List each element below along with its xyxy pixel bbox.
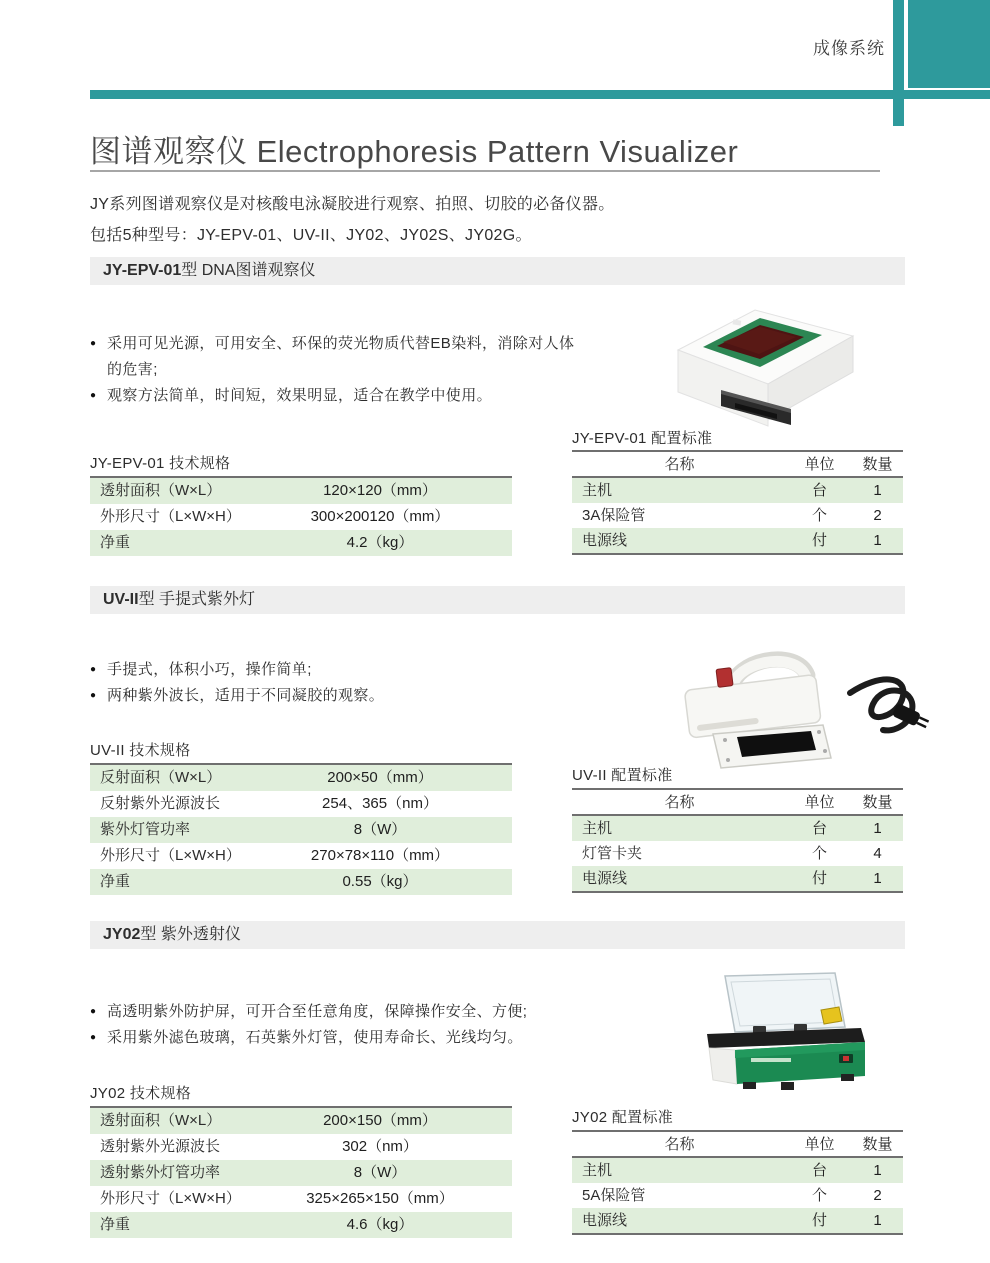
spec-row xyxy=(90,869,512,895)
feature-text: 两种紫外波长，适用于不同凝胶的观察。 xyxy=(107,687,385,704)
spec-table-uv-ii xyxy=(90,763,512,895)
config-table-jy02 xyxy=(572,1130,903,1235)
config-table-title: JY02 配置标准 xyxy=(572,1109,674,1126)
feature-item xyxy=(90,657,582,683)
teal-divider-bar xyxy=(90,90,990,99)
spec-label: 反射面积（W×L） xyxy=(100,769,222,786)
config-item-qty: 1 xyxy=(873,820,882,837)
model-subtitle: 型 手提式紫外灯 xyxy=(138,591,256,608)
spec-label: 净重 xyxy=(100,873,131,890)
spec-label: 反射紫外光源波长 xyxy=(100,795,221,812)
config-row xyxy=(572,1208,903,1233)
spec-row xyxy=(90,765,512,791)
spec-value: 200×50（mm） xyxy=(327,769,433,786)
config-header-name: 名称 xyxy=(664,794,695,811)
bullet-icon: ● xyxy=(90,1032,97,1043)
feature-item xyxy=(90,999,582,1025)
spec-value: 300×200120（mm） xyxy=(310,508,450,525)
intro-line-2: 包括5种型号：JY-EPV-01、UV-II、JY02、JY02S、JY02G。 xyxy=(90,227,532,244)
spec-table-jy02 xyxy=(90,1106,512,1238)
spec-row xyxy=(90,1160,512,1186)
config-item-name: 电源线 xyxy=(582,870,628,887)
spec-value: 0.55（kg） xyxy=(342,873,418,890)
model-name: JY-EPV-01 xyxy=(103,262,182,279)
teal-vertical-strip xyxy=(893,0,904,126)
config-row xyxy=(572,816,903,841)
feature-text: 采用可见光源，可用安全、环保的荧光物质代替EB染料，消除对人体的危害; xyxy=(107,335,575,378)
config-table-title: UV-II 配置标准 xyxy=(572,767,673,784)
spec-label: 外形尺寸（L×W×H） xyxy=(100,508,241,525)
feature-text: 高透明紫外防护屏，可开合至任意角度，保障操作安全、方便; xyxy=(107,1003,528,1020)
config-item-name: 主机 xyxy=(582,1162,613,1179)
spec-label: 外形尺寸（L×W×H） xyxy=(100,1190,241,1207)
model-subtitle: 型 紫外透射仪 xyxy=(140,926,241,943)
spec-table-title: JY02 技术规格 xyxy=(90,1085,192,1102)
bullet-icon: ● xyxy=(90,690,97,701)
config-item-unit: 个 xyxy=(811,507,827,524)
spec-value: 254、365（nm） xyxy=(322,795,438,812)
bullet-icon: ● xyxy=(90,338,97,349)
config-item-name: 主机 xyxy=(582,482,613,499)
spec-row xyxy=(90,1108,512,1134)
category-label: 成像系统 xyxy=(813,39,885,58)
config-header-row xyxy=(572,790,903,816)
spec-row xyxy=(90,1134,512,1160)
config-row xyxy=(572,866,903,891)
spec-value: 4.2（kg） xyxy=(346,534,414,551)
config-header-qty: 数量 xyxy=(862,456,893,473)
section-header-jy02 xyxy=(90,921,905,949)
config-item-qty: 4 xyxy=(873,845,882,862)
config-row xyxy=(572,478,903,503)
feature-item xyxy=(90,383,582,409)
bullet-icon: ● xyxy=(90,664,97,675)
config-table-title: JY-EPV-01 配置标准 xyxy=(572,430,713,447)
spec-table-title: UV-II 技术规格 xyxy=(90,742,191,759)
config-row xyxy=(572,841,903,866)
config-item-unit: 付 xyxy=(811,870,827,887)
spec-label: 紫外灯管功率 xyxy=(100,821,191,838)
spec-row xyxy=(90,843,512,869)
spec-row xyxy=(90,1212,512,1238)
config-item-qty: 1 xyxy=(873,1162,882,1179)
spec-label: 透射面积（W×L） xyxy=(100,1112,222,1129)
config-item-name: 灯管卡夹 xyxy=(582,845,643,862)
spec-label: 外形尺寸（L×W×H） xyxy=(100,847,241,864)
spec-value: 200×150（mm） xyxy=(323,1112,437,1129)
spec-value: 270×78×110（mm） xyxy=(310,847,450,864)
intro-line-1: JY系列图谱观察仪是对核酸电泳凝胶进行观察、拍照、切胶的必备仪器。 xyxy=(90,196,615,213)
config-item-unit: 个 xyxy=(811,845,827,862)
bullet-icon: ● xyxy=(90,1006,97,1017)
config-row xyxy=(572,1183,903,1208)
model-subtitle: 型 DNA图谱观察仪 xyxy=(181,262,316,279)
spec-row xyxy=(90,791,512,817)
config-table-jy-epv-01 xyxy=(572,450,903,555)
config-header-row xyxy=(572,452,903,478)
feature-item xyxy=(90,331,582,383)
config-item-name: 电源线 xyxy=(582,532,628,549)
config-item-qty: 2 xyxy=(873,507,882,524)
config-item-qty: 1 xyxy=(873,1212,882,1229)
title-underline xyxy=(90,170,880,172)
feature-list-uv-ii xyxy=(90,657,582,709)
spec-value: 302（nm） xyxy=(342,1138,418,1155)
bullet-icon: ● xyxy=(90,390,97,401)
spec-row xyxy=(90,478,512,504)
config-header-unit: 单位 xyxy=(804,456,835,473)
feature-item xyxy=(90,1025,582,1051)
model-name: JY02 xyxy=(103,926,141,943)
config-item-qty: 2 xyxy=(873,1187,882,1204)
spec-label: 透射紫外灯管功率 xyxy=(100,1164,221,1181)
config-header-name: 名称 xyxy=(664,1136,695,1153)
config-item-unit: 个 xyxy=(811,1187,827,1204)
section-header-jy-epv-01 xyxy=(90,257,905,285)
config-header-qty: 数量 xyxy=(862,794,893,811)
spec-label: 净重 xyxy=(100,534,131,551)
config-item-unit: 台 xyxy=(811,482,827,499)
spec-label: 净重 xyxy=(100,1216,131,1233)
config-row xyxy=(572,1158,903,1183)
feature-list-jy-epv-01 xyxy=(90,331,582,409)
config-item-unit: 台 xyxy=(811,1162,827,1179)
config-item-unit: 付 xyxy=(811,532,827,549)
config-item-name: 主机 xyxy=(582,820,613,837)
jy-epv-01-product-photo xyxy=(663,298,863,430)
model-name: UV-II xyxy=(103,591,139,608)
config-row xyxy=(572,503,903,528)
spec-row xyxy=(90,504,512,530)
config-item-qty: 1 xyxy=(873,532,882,549)
config-item-qty: 1 xyxy=(873,482,882,499)
spec-value: 8（W） xyxy=(353,821,407,838)
config-item-unit: 台 xyxy=(811,820,827,837)
spec-table-title: JY-EPV-01 技术规格 xyxy=(90,455,231,472)
section-header-uv-ii xyxy=(90,586,905,614)
spec-value: 120×120（mm） xyxy=(323,482,437,499)
spec-row xyxy=(90,530,512,556)
feature-item xyxy=(90,683,582,709)
spec-value: 325×265×150（mm） xyxy=(306,1190,454,1207)
page-title: 图谱观察仪 Electrophoresis Pattern Visualizer xyxy=(90,134,739,169)
spec-label: 透射紫外光源波长 xyxy=(100,1138,221,1155)
feature-text: 手提式，体积小巧，操作简单; xyxy=(107,661,312,678)
feature-list-jy02 xyxy=(90,999,582,1051)
config-item-qty: 1 xyxy=(873,870,882,887)
config-table-uv-ii xyxy=(572,788,903,893)
spec-value: 4.6（kg） xyxy=(346,1216,414,1233)
teal-corner-block xyxy=(908,0,990,88)
config-item-name: 电源线 xyxy=(582,1212,628,1229)
uv-ii-product-photo xyxy=(635,638,945,773)
config-header-qty: 数量 xyxy=(862,1136,893,1153)
config-header-unit: 单位 xyxy=(804,794,835,811)
spec-label: 透射面积（W×L） xyxy=(100,482,222,499)
spec-row xyxy=(90,1186,512,1212)
config-header-row xyxy=(572,1132,903,1158)
config-item-name: 3A保险管 xyxy=(582,507,646,524)
spec-value: 8（W） xyxy=(353,1164,407,1181)
jy02-product-photo xyxy=(693,970,878,1108)
spec-table-jy-epv-01 xyxy=(90,476,512,556)
feature-text: 采用紫外滤色玻璃，石英紫外灯管，使用寿命长、光线均匀。 xyxy=(107,1029,523,1046)
config-header-unit: 单位 xyxy=(804,1136,835,1153)
config-item-name: 5A保险管 xyxy=(582,1187,646,1204)
config-header-name: 名称 xyxy=(664,456,695,473)
config-item-unit: 付 xyxy=(811,1212,827,1229)
spec-row xyxy=(90,817,512,843)
feature-text: 观察方法简单，时间短，效果明显，适合在教学中使用。 xyxy=(107,387,493,404)
config-row xyxy=(572,528,903,553)
